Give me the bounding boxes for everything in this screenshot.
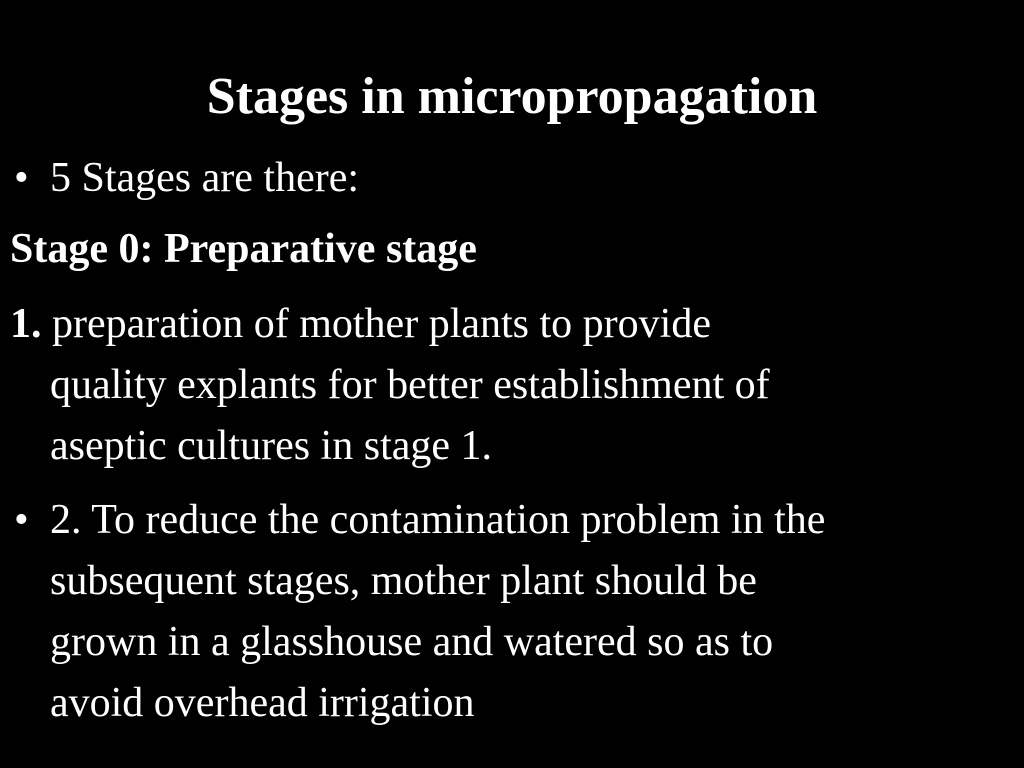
item1-line-1 bbox=[10, 294, 711, 354]
item1-text-1: preparation of mother plants to provide bbox=[52, 301, 711, 347]
item2-line-3: grown in a glasshouse and watered so as to bbox=[50, 619, 774, 665]
slide-title: Stages in micropropagation bbox=[206, 68, 818, 125]
item1-number: 1. bbox=[10, 301, 42, 347]
item2-line-2: subsequent stages, mother plant should be bbox=[50, 558, 757, 604]
bullet-icon: • bbox=[14, 155, 29, 201]
item2-line-1: 2. To reduce the contamination problem in the bbox=[50, 497, 826, 543]
stage-heading: Stage 0: Preparative stage bbox=[10, 226, 477, 272]
item2-line-4: avoid overhead irrigation bbox=[50, 680, 475, 726]
intro-text: 5 Stages are there: bbox=[50, 155, 360, 201]
bullet-icon: • bbox=[14, 497, 29, 543]
item1-line-3: aseptic cultures in stage 1. bbox=[50, 423, 493, 469]
item1-line-2: quality explants for better establishment of bbox=[50, 362, 770, 408]
